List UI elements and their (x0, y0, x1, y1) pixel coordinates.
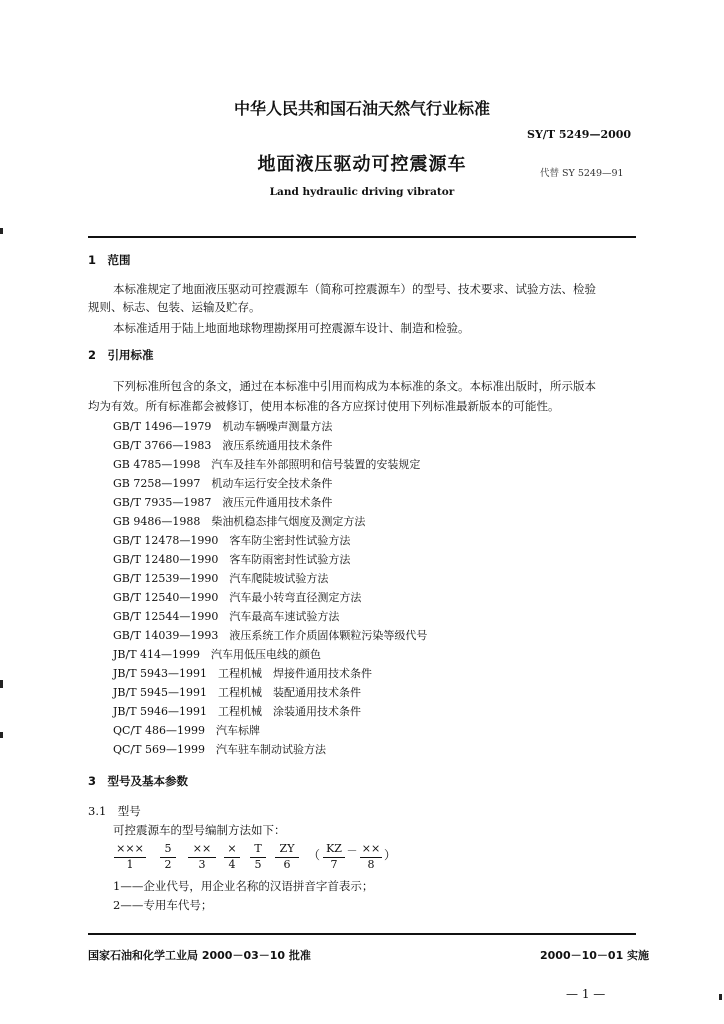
model-code-part: 5 (164, 842, 172, 855)
model-code-number: 7 (330, 858, 338, 871)
reference-item: JB/T 5945—1991 工程机械 装配通用技术条件 (113, 686, 362, 699)
effective-date: 2000－10－01 实施 (540, 949, 650, 962)
section-3-heading: 3 型号及基本参数 (88, 774, 189, 788)
model-optional-paren-open: （ (308, 848, 321, 862)
model-code-number: 1 (126, 858, 134, 871)
scan-edge-mark (0, 680, 3, 688)
standard-number: SY/T 5249—2000 (527, 128, 632, 141)
reference-item: QC/T 486—1999 汽车标牌 (113, 724, 260, 737)
model-intro: 可控震源车的型号编制方法如下： (113, 823, 286, 837)
model-code-dash: － (346, 844, 358, 857)
model-code-number: 4 (228, 858, 236, 871)
section-2-para-line: 下列标准所包含的条文，通过在本标准中引用而构成为本标准的条文。本标准出版时，所示版本 (113, 379, 596, 393)
reference-item: GB/T 12539—1990 汽车爬陡坡试验方法 (113, 572, 329, 585)
header-rule (88, 236, 636, 238)
model-code-part: ××× (116, 842, 144, 855)
model-code-number: 5 (254, 858, 262, 871)
reference-item: GB 4785—1998 汽车及挂车外部照明和信号装置的安装规定 (113, 458, 421, 471)
subsection-3-1-heading: 3.1 型号 (88, 804, 141, 818)
section-2-heading: 2 引用标准 (88, 348, 154, 362)
reference-item: GB/T 12544—1990 汽车最高车速试验方法 (113, 610, 340, 623)
reference-item: GB/T 14039—1993 液压系统工作介质固体颗粒污染等级代号 (113, 629, 428, 642)
reference-item: GB/T 7935—1987 液压元件通用技术条件 (113, 496, 333, 509)
reference-item: GB/T 12540—1990 汽车最小转弯直径测定方法 (113, 591, 362, 604)
model-code-number: 6 (283, 858, 291, 871)
reference-item: GB/T 12480—1990 客车防雨密封性试验方法 (113, 553, 351, 566)
reference-item: GB/T 12478—1990 客车防尘密封性试验方法 (113, 534, 351, 547)
model-code-part: ×× (361, 842, 381, 855)
model-code-number: 2 (164, 858, 172, 871)
scan-edge-mark (719, 994, 722, 1000)
model-note: 2——专用车代号； (113, 898, 213, 912)
model-code-number: 8 (367, 858, 375, 871)
section-1-para-line: 本标准规定了地面液压驱动可控震源车（简称可控震源车）的型号、技术要求、试验方法、检验 (113, 282, 596, 296)
english-title: Land hydraulic driving vibrator (269, 186, 455, 198)
reference-item: GB 9486—1988 柴油机稳态排气烟度及测定方法 (113, 515, 366, 528)
model-code-part: KZ (326, 842, 342, 855)
section-1-heading: 1 范围 (88, 253, 131, 267)
reference-item: JB/T 5946—1991 工程机械 涂装通用技术条件 (113, 705, 362, 718)
footer-rule (88, 933, 636, 935)
model-code-part: × (227, 842, 237, 855)
replaces-note: 代替 SY 5249—91 (540, 168, 624, 179)
section-1-para-2: 本标准适用于陆上地面地球物理勘探用可控震源车设计、制造和检验。 (113, 321, 470, 335)
scan-edge-mark (0, 228, 3, 234)
section-2-para-line: 均为有效。所有标准都会被修订，使用本标准的各方应探讨使用下列标准最新版本的可能性。 (88, 399, 560, 413)
section-1-para-line: 规则、标志、包装、运输及贮存。 (88, 300, 261, 314)
model-optional-paren-close: ） (384, 848, 397, 862)
reference-item: JB/T 414—1999 汽车用低压电线的颜色 (113, 648, 322, 661)
approval-date: 国家石油和化学工业局 2000－03－10 批准 (88, 949, 311, 962)
page-number: — 1 — (566, 987, 606, 1001)
model-code-part: ×× (192, 842, 212, 855)
model-note: 1——企业代号，用企业名称的汉语拼音字首表示； (113, 879, 374, 893)
document-title: 地面液压驱动可控震源车 (257, 154, 467, 175)
industry-standard-title: 中华人民共和国石油天然气行业标准 (233, 99, 490, 118)
scan-edge-mark (0, 732, 3, 738)
reference-item: JB/T 5943—1991 工程机械 焊接件通用技术条件 (113, 667, 373, 680)
reference-item: QC/T 569—1999 汽车驻车制动试验方法 (113, 743, 326, 756)
reference-item: GB/T 3766—1983 液压系统通用技术条件 (113, 439, 333, 452)
reference-item: GB/T 1496—1979 机动车辆噪声测量方法 (113, 420, 333, 433)
model-code-number: 3 (198, 858, 206, 871)
reference-item: GB 7258—1997 机动车运行安全技术条件 (113, 477, 333, 490)
model-code-part: T (254, 842, 262, 855)
model-code-part: ZY (279, 842, 295, 855)
